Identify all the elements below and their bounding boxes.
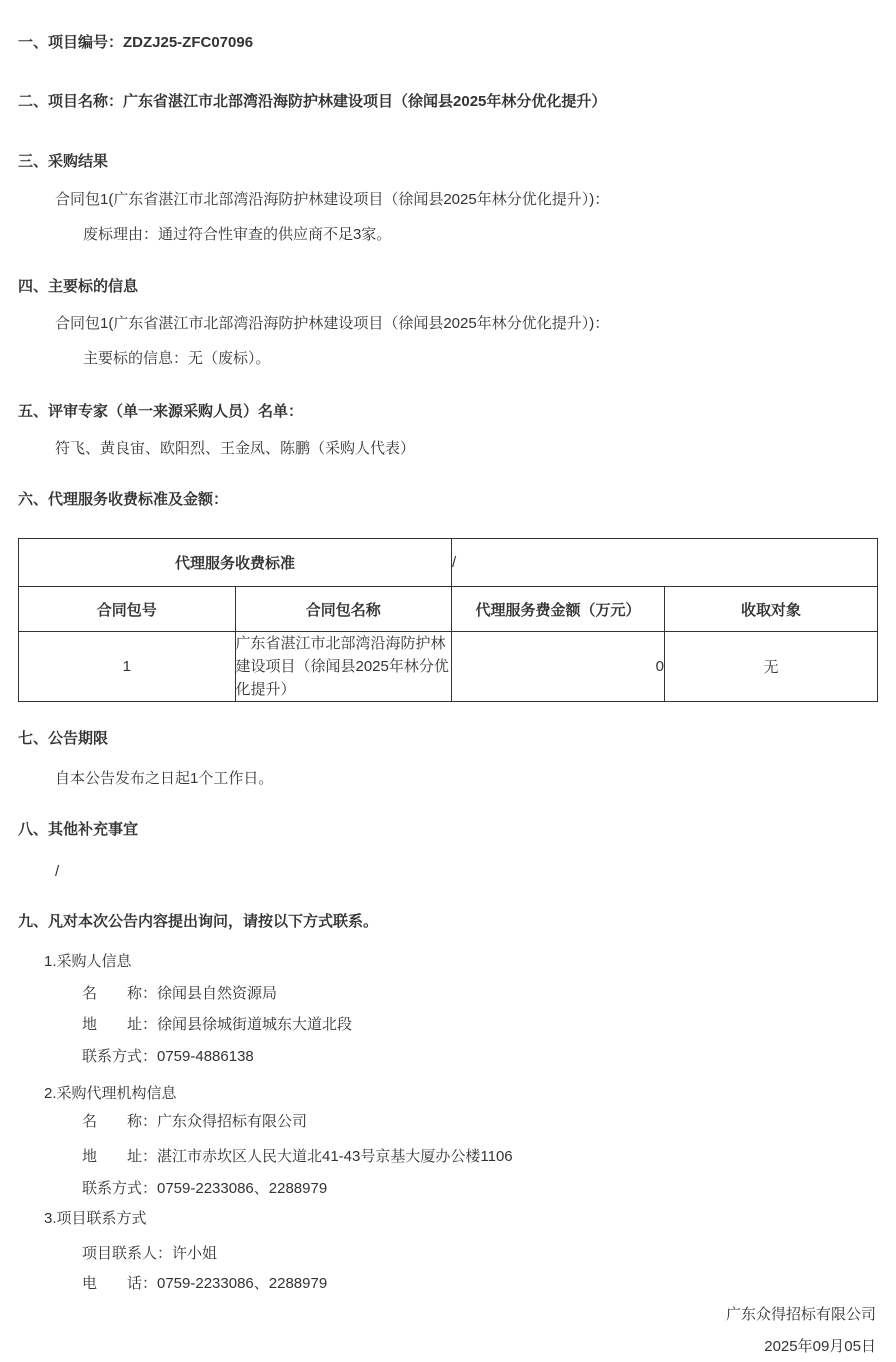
section4-package-line: 合同包1(广东省湛江市北部湾沿海防护林建设项目（徐闻县2025年林分优化提升）)：: [55, 315, 610, 332]
agency-contact: 联系方式：0759-2233086、2288979: [82, 1180, 328, 1197]
footer-date: 2025年09月05日: [764, 1338, 876, 1355]
table-row-fee-standard: [19, 539, 878, 587]
header-package-name: 合同包名称: [235, 587, 452, 632]
section2-heading-project-name: 二、项目名称：广东省湛江市北部湾沿海防护林建设项目（徐闻县2025年林分优化提升）: [18, 93, 607, 110]
section6-heading-agency-fee: 六、代理服务收费标准及金额：: [18, 491, 229, 508]
section1-heading-project-number: 一、项目编号：ZDZJ25-ZFC07096: [18, 34, 254, 51]
cell-package-no: 1: [19, 632, 236, 702]
section3-rejection-reason: 废标理由：通过符合性审查的供应商不足3家。: [83, 226, 392, 243]
header-package-no: 合同包号: [19, 587, 236, 632]
project-contact-phone: 电 话：0759-2233086、2288979: [82, 1275, 328, 1292]
agency-address: 地 址：湛江市赤坎区人民大道北41-43号京基大厦办公楼1106: [82, 1148, 513, 1165]
header-charged-party: 收取对象: [665, 587, 878, 632]
fee-standard-label-cell: 代理服务收费标准: [19, 539, 452, 587]
agency-fee-table: [18, 538, 878, 702]
cell-charged-party: 无: [665, 632, 878, 702]
purchaser-info-title: 1.采购人信息: [44, 953, 132, 970]
section8-heading-other-matters: 八、其他补充事宜: [18, 821, 139, 838]
table-row: [19, 632, 878, 702]
footer-company-name: 广东众得招标有限公司: [725, 1306, 876, 1323]
agency-info-title: 2.采购代理机构信息: [44, 1085, 177, 1102]
section9-heading-inquiry-contact: 九、凡对本次公告内容提出询问，请按以下方式联系。: [18, 913, 379, 930]
section4-subject-info: 主要标的信息：无（废标）。: [83, 350, 271, 367]
purchaser-address: 地 址：徐闻县徐城街道城东大道北段: [82, 1016, 353, 1033]
section5-heading-expert-list: 五、评审专家（单一来源采购人员）名单：: [18, 403, 304, 420]
section5-expert-names: 符飞、黄良宙、欧阳烈、王金凤、陈鹏（采购人代表）: [55, 440, 416, 457]
project-contact-person: 项目联系人：许小姐: [82, 1245, 218, 1262]
header-fee-amount: 代理服务费金额（万元）: [452, 587, 665, 632]
cell-fee-amount: 0: [452, 632, 665, 702]
section7-heading-announcement-period: 七、公告期限: [18, 730, 109, 747]
cell-package-name: 广东省湛江市北部湾沿海防护林建设项目（徐闻县2025年林分优化提升）: [235, 632, 452, 702]
table-header-row: [19, 587, 878, 632]
project-contact-title: 3.项目联系方式: [44, 1210, 147, 1227]
purchaser-contact: 联系方式：0759-4886138: [82, 1048, 254, 1065]
section3-heading-procurement-result: 三、采购结果: [18, 153, 109, 170]
purchaser-name: 名 称：徐闻县自然资源局: [82, 985, 278, 1002]
section7-period-text: 自本公告发布之日起1个工作日。: [55, 770, 274, 787]
section8-other-matters-text: /: [55, 863, 60, 880]
fee-standard-value-cell: /: [452, 539, 878, 587]
section3-package-line: 合同包1(广东省湛江市北部湾沿海防护林建设项目（徐闻县2025年林分优化提升）)：: [55, 191, 610, 208]
section4-heading-main-subject-info: 四、主要标的信息: [18, 278, 139, 295]
agency-name: 名 称：广东众得招标有限公司: [82, 1113, 308, 1130]
